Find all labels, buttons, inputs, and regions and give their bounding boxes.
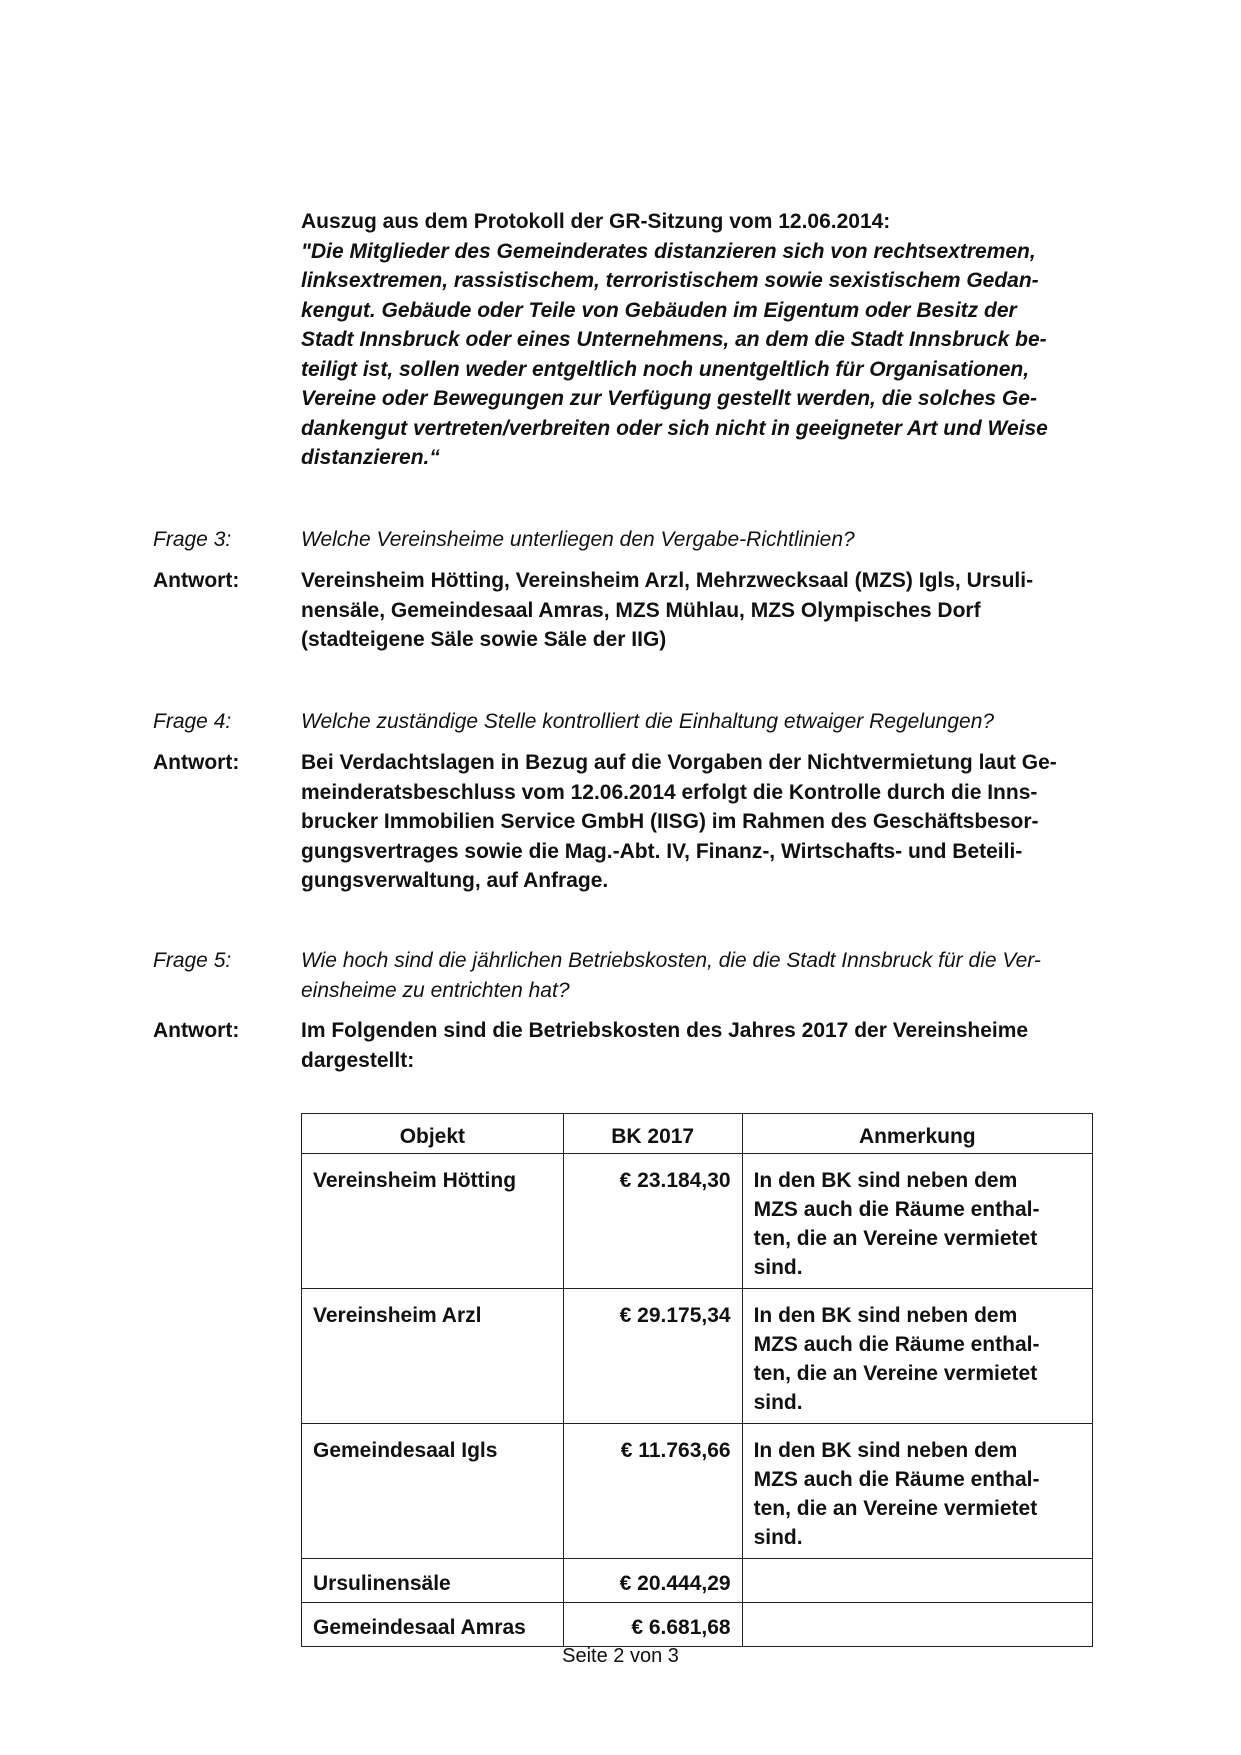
cell-anmerkung bbox=[742, 1603, 1092, 1647]
question-3-label: Frage 3: bbox=[153, 528, 232, 551]
table-row bbox=[302, 1289, 1093, 1424]
question-5-label: Frage 5: bbox=[153, 949, 232, 972]
cell-anmerkung: In den BK sind neben dem MZS auch die Räume enthal- ten, die an Vereine vermietet sind. bbox=[742, 1424, 1092, 1559]
cell-anmerkung bbox=[742, 1559, 1092, 1603]
table-row bbox=[302, 1559, 1093, 1603]
cell-objekt: Vereinsheim Arzl bbox=[302, 1289, 564, 1424]
page-footer: Seite 2 von 3 bbox=[562, 1645, 679, 1667]
header-anmerkung: Anmerkung bbox=[742, 1114, 1092, 1154]
cell-anmerkung: In den BK sind neben dem MZS auch die Räume enthal- ten, die an Vereine vermietet sind. bbox=[742, 1289, 1092, 1424]
table-header-row bbox=[302, 1114, 1093, 1154]
question-3-text: Welche Vereinsheime unterliegen den Vergabe-Richtlinien? bbox=[301, 528, 855, 551]
excerpt-title: Auszug aus dem Protokoll der GR-Sitzung vom 12.06.2014: bbox=[301, 210, 891, 233]
question-5-text: Wie hoch sind die jährlichen Betriebskosten, die die Stadt Innsbruck für die Ver- einsheime zu entrichten hat? bbox=[301, 949, 1041, 1002]
cell-objekt: Ursulinensäle bbox=[302, 1559, 564, 1603]
question-4-label: Frage 4: bbox=[153, 710, 232, 733]
cell-bk: € 11.763,66 bbox=[563, 1424, 742, 1559]
table-row bbox=[302, 1154, 1093, 1289]
table-row bbox=[302, 1424, 1093, 1559]
answer-3-label: Antwort: bbox=[153, 569, 240, 592]
cell-objekt: Gemeindesaal Igls bbox=[302, 1424, 564, 1559]
cell-anmerkung: In den BK sind neben dem MZS auch die Räume enthal- ten, die an Vereine vermietet sind. bbox=[742, 1154, 1092, 1289]
cell-bk: € 23.184,30 bbox=[563, 1154, 742, 1289]
answer-4-label: Antwort: bbox=[153, 751, 240, 774]
protocol-excerpt bbox=[301, 207, 1131, 473]
question-4-text: Welche zuständige Stelle kontrolliert die Einhaltung etwaiger Regelungen? bbox=[301, 710, 995, 733]
operating-costs-table bbox=[301, 1113, 1093, 1647]
excerpt-quote: "Die Mitglieder des Gemeinderates distanzieren sich von rechtsextremen, linksextremen, rassistischem, terroristischem sowie sexistischem Gedan- kengut. Gebäude oder Teile von Gebäuden im Eigentum oder Besitz der Stadt Innsbruck oder eines Unternehmens, an dem die Stadt Innsbruck be- teiligt ist, sollen weder entgeltlich noch unentgeltlich für Organisationen, Vereine oder Bewegungen zur Verfügung gestellt werden, die solches Ge- dankengut vertreten/verbreiten oder sich nicht in geeigneter Art und Weise distanzieren.“ bbox=[301, 239, 1048, 469]
answer-4-text: Bei Verdachtslagen in Bezug auf die Vorgaben der Nichtvermietung laut Ge- meinderatsbeschluss vom 12.06.2014 erfolgt die Kontrolle durch die Inns- brucker Immobilien Service GmbH (IISG) im Rahmen des Geschäftsbesor- gungsvertrages sowie die Mag.-Abt. IV, Finanz-, Wirtschafts- und Beteili- gungsverwaltung, auf Anfrage. bbox=[301, 751, 1057, 892]
cell-objekt: Gemeindesaal Amras bbox=[302, 1603, 564, 1647]
answer-3-text: Vereinsheim Hötting, Vereinsheim Arzl, Mehrzwecksaal (MZS) Igls, Ursuli- nensäle, Gemeindesaal Amras, MZS Mühlau, MZS Olympisches Dorf (stadteigene Säle sowie Säle der IIG) bbox=[301, 569, 1034, 651]
cell-bk: € 29.175,34 bbox=[563, 1289, 742, 1424]
table-row bbox=[302, 1603, 1093, 1647]
header-objekt: Objekt bbox=[302, 1114, 564, 1154]
answer-5-text: Im Folgenden sind die Betriebskosten des Jahres 2017 der Vereinsheime dargestellt: bbox=[301, 1019, 1029, 1072]
cell-bk: € 6.681,68 bbox=[563, 1603, 742, 1647]
cell-objekt: Vereinsheim Hötting bbox=[302, 1154, 564, 1289]
header-bk-2017: BK 2017 bbox=[563, 1114, 742, 1154]
cell-bk: € 20.444,29 bbox=[563, 1559, 742, 1603]
answer-5-label: Antwort: bbox=[153, 1019, 240, 1042]
